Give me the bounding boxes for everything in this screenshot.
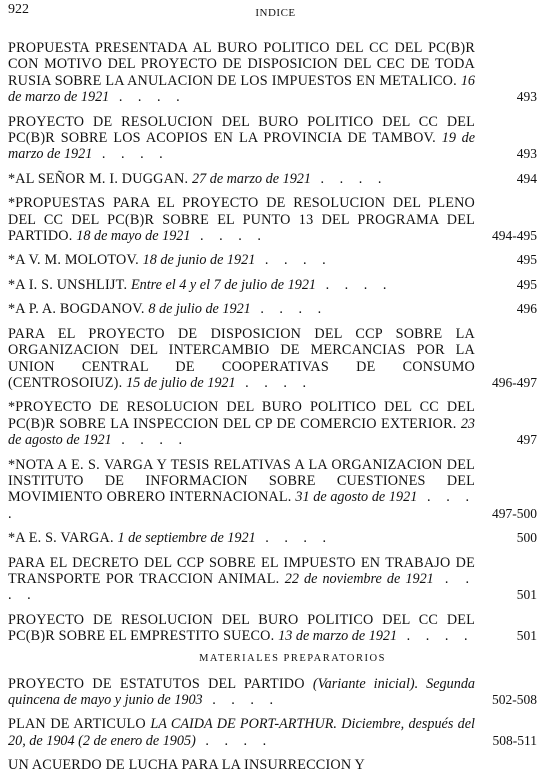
- entry-date: 31 de agosto de 1921: [295, 489, 418, 506]
- toc-entry: [8, 252, 537, 268]
- entry-title: UN ACUERDO DE LUCHA PARA LA INSURRECCION Y: [8, 757, 365, 774]
- entry-page: 501: [516, 628, 537, 644]
- page-header: [8, 2, 537, 24]
- toc-entry: [8, 399, 537, 448]
- entry-date: (Variante inicial). Segunda quincena de mayo y junio de 1903: [8, 675, 476, 708]
- entry-page: 508-511: [492, 732, 537, 748]
- entry-page: 494: [516, 170, 537, 186]
- leader-dots: . . . .: [195, 732, 273, 749]
- leader-dots: . . . .: [92, 146, 169, 163]
- entry-title: *AL SEÑOR M. I. DUGGAN.: [8, 170, 189, 187]
- section-title: MATERIALES PREPARATORIOS: [199, 652, 386, 664]
- entry-page: 502-508: [492, 692, 537, 707]
- toc-entry: [8, 277, 537, 293]
- entry-page: 494-495: [492, 228, 537, 244]
- leader-dots: . . . .: [8, 489, 475, 522]
- leader-dots: . . . .: [316, 276, 393, 293]
- entry-date: 8 de julio de 1921: [148, 301, 251, 318]
- entry-page: 495: [516, 276, 537, 292]
- toc-entry: [8, 326, 537, 392]
- entry-date: 19 de marzo de 1921: [8, 130, 475, 163]
- entry-page: 497: [516, 432, 537, 448]
- entry-date: LA CAIDA DE PORT-ARTHUR. Diciembre, después del 20, de 1904 (2 de enero de 1905): [8, 716, 475, 749]
- toc-entry: [8, 676, 537, 709]
- entry-title: PLAN DE ARTICULO: [8, 716, 146, 733]
- leader-dots: . . . .: [255, 530, 333, 547]
- toc-entry: [8, 716, 537, 749]
- entry-title: *A V. M. MOLOTOV.: [8, 252, 139, 269]
- entry-page: 497-500: [492, 505, 537, 521]
- leader-dots: . . . .: [311, 170, 388, 187]
- running-title: INDICE: [255, 7, 296, 19]
- toc-entry: [8, 40, 537, 106]
- entry-date: 27 de marzo de 1921: [191, 170, 311, 187]
- leader-dots: . . . .: [111, 432, 189, 449]
- entry-date: 15 de julio de 1921: [126, 374, 236, 391]
- leader-dots: . . . .: [235, 374, 312, 391]
- entry-page: 501: [516, 587, 537, 603]
- leader-dots: . . . .: [250, 301, 328, 318]
- toc-entry: [8, 301, 537, 317]
- page-number: 922: [8, 2, 29, 17]
- entry-title: *PROYECTO DE RESOLUCION DEL BURO POLITICO DEL CC DEL PC(B)R SOBRE LA INSPECCION DEL CP DE COMERCIO EXTERIOR.: [8, 399, 475, 432]
- entry-title: PARA EL PROYECTO DE DISPOSICION DEL CCP SOBRE LA ORGANIZACION DEL INTERCAMBIO DE MERCANCIAS POR LA UNION CENTRAL DE COOPERATIVAS DE CONSUMO (CENTROSOIUZ).: [8, 325, 475, 391]
- toc-entry: [8, 612, 537, 645]
- entry-page: 493: [516, 146, 537, 162]
- toc-entries: [8, 40, 537, 645]
- entry-title: *NOTA A E. S. VARGA Y TESIS RELATIVAS A LA ORGANIZACION DEL INSTITUTO DE INFORMACION SOBRE CUESTIONES DEL MOVIMIENTO OBRERO INTERNACIONAL.: [8, 456, 475, 506]
- entry-title: PROYECTO DE RESOLUCION DEL BURO POLITICO DEL CC DEL PC(B)R SOBRE LOS ACOPIOS EN LA PROVINCIA DE TAMBOV.: [8, 113, 475, 147]
- entry-title: PROPUESTA PRESENTADA AL BURO POLITICO DEL CC DEL PC(B)R CON MOTIVO DEL PROYECTO DE DISPOSICION DEL CEC DE TODA RUSIA SOBRE LA ANULACION DE LOS IMPUESTOS EN METALICO.: [8, 40, 475, 89]
- leader-dots: . . . .: [397, 628, 474, 645]
- leader-dots: . . . .: [255, 252, 332, 269]
- entry-date: Entre el 4 y el 7 de julio de 1921: [130, 276, 317, 293]
- toc-entry: [8, 457, 537, 523]
- toc-entry: [8, 114, 537, 163]
- entry-date: 18 de mayo de 1921: [76, 228, 191, 245]
- entry-page: 493: [516, 89, 537, 105]
- entry-date: 13 de marzo de 1921: [278, 628, 398, 645]
- entry-title: *PROPUESTAS PARA EL PROYECTO DE RESOLUCION DEL PLENO DEL CC DEL PC(B)R SOBRE EL PUNTO 13 DEL PROGRAMA DEL PARTIDO.: [8, 195, 475, 245]
- leader-dots: . . . .: [109, 89, 186, 106]
- entry-title: *A P. A. BOGDANOV.: [8, 301, 145, 318]
- entry-title: *A I. S. UNSHLIJT.: [8, 276, 128, 293]
- entry-date: 18 de junio de 1921: [142, 252, 256, 269]
- entry-date: 23 de agosto de 1921: [8, 415, 475, 449]
- entry-page: 495: [516, 252, 537, 268]
- leader-dots: . . . .: [202, 692, 280, 708]
- toc-entry: [8, 757, 537, 773]
- entry-title: PROYECTO DE ESTATUTOS DEL PARTIDO: [8, 675, 305, 692]
- toc-entry: [8, 171, 537, 187]
- entry-title: PARA EL DECRETO DEL CCP SOBRE EL IMPUESTO EN TRABAJO DE TRANSPORTE POR TRACCION ANIMAL.: [8, 554, 475, 587]
- entry-date: 1 de septiembre de 1921: [117, 530, 256, 547]
- toc-entries-preparatory: [8, 676, 537, 774]
- toc-entry: [8, 555, 537, 604]
- leader-dots: . . . .: [8, 570, 476, 604]
- entry-date: 16 de marzo de 1921: [8, 72, 475, 106]
- entry-page: 496-497: [492, 374, 537, 390]
- toc-entry: [8, 195, 537, 244]
- entry-date: 22 de noviembre de 1921: [284, 570, 434, 587]
- entry-title: PROYECTO DE RESOLUCION DEL BURO POLITICO DEL CC DEL PC(B)R SOBRE EL EMPRESTITO SUECO.: [8, 611, 475, 645]
- toc-entry: [8, 530, 537, 546]
- entry-page: 496: [516, 301, 537, 317]
- leader-dots: . . . .: [190, 228, 267, 245]
- entry-page: 500: [516, 530, 537, 546]
- entry-title: *A E. S. VARGA.: [8, 530, 114, 547]
